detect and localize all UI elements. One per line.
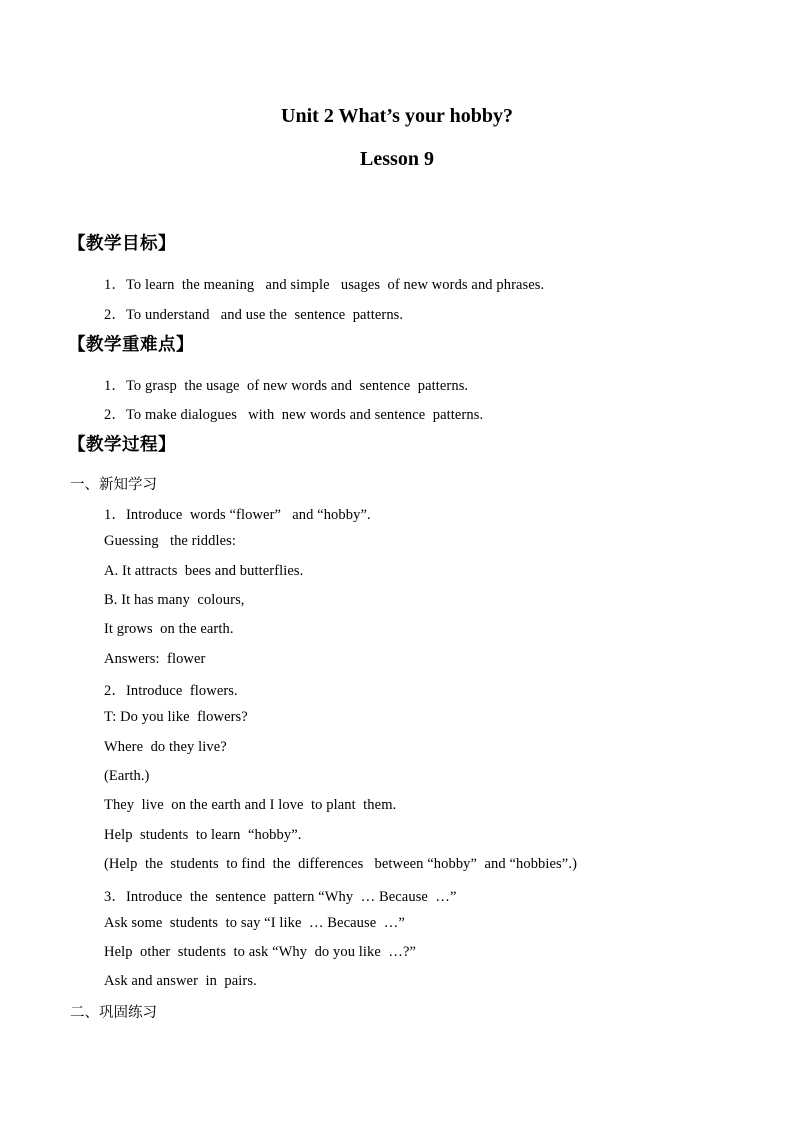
process-line: (Earth.) [104,768,150,784]
key-point-item-1: 1．To grasp the usage of new words and sentence patterns. [104,378,469,394]
process-line: 1．Introduce words “flower” and “hobby”. [104,507,371,523]
process-line: 2．Introduce flowers. [104,683,238,699]
process-line: 3．Introduce the sentence pattern “Why … Because …” [104,889,457,905]
objective-item-1: 1．To learn the meaning and simple usages of new words and phrases. [104,277,545,293]
part-label-practice: 二、巩固练习 [70,1005,157,1021]
process-line: (Help the students to find the differences between “hobby” and “hobbies”.) [104,856,577,872]
lesson-title: Lesson 9 [360,148,434,170]
section-heading-process: 【教学过程】 [68,435,176,455]
process-line: It grows on the earth. [104,621,234,637]
objective-item-2: 2．To understand and use the sentence patterns. [104,307,404,323]
process-line: Ask and answer in pairs. [104,973,257,989]
part-label-new-learning: 一、新知学习 [70,477,157,493]
process-line: They live on the earth and I love to plant them. [104,797,397,813]
process-line: T: Do you like flowers? [104,709,248,725]
process-line: Ask some students to say “I like … Because …” [104,915,405,931]
document-title: Unit 2 What’s your hobby? [281,105,513,127]
section-heading-key-points: 【教学重难点】 [68,335,194,355]
process-line: Help students to learn “hobby”. [104,827,302,843]
key-point-item-2: 2．To make dialogues with new words and sentence patterns. [104,407,484,423]
process-line: Guessing the riddles: [104,533,236,549]
process-line: Where do they live? [104,739,227,755]
process-line: Answers: flower [104,651,206,667]
process-line: A. It attracts bees and butterflies. [104,563,304,579]
process-line: Help other students to ask “Why do you like …?” [104,944,417,960]
process-line: B. It has many colours, [104,592,245,608]
section-heading-objectives: 【教学目标】 [68,234,176,254]
